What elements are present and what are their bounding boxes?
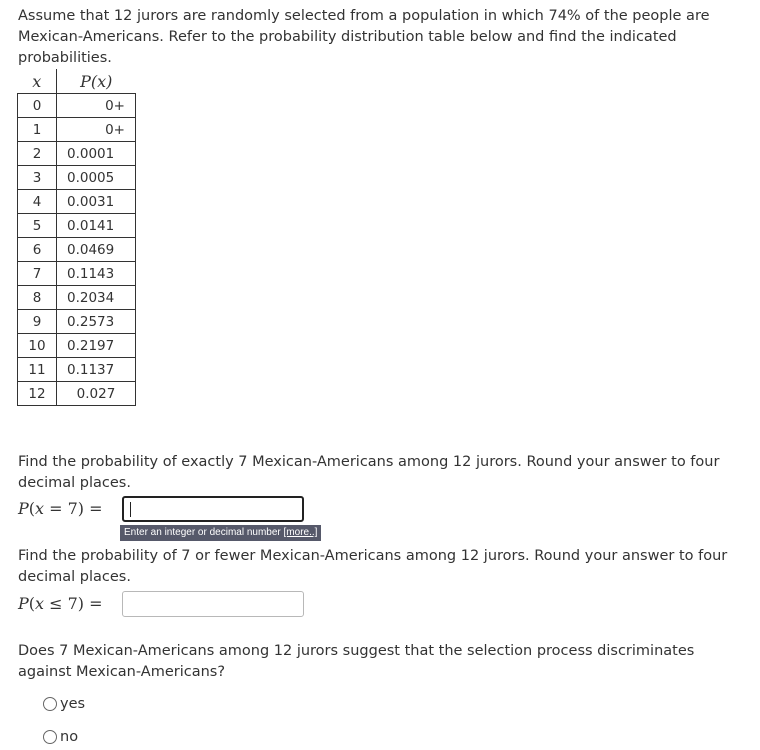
probability-cell: 0.0469 <box>57 238 136 262</box>
table-header-row <box>18 69 136 94</box>
probability-cell: 0.0141 <box>57 214 136 238</box>
x-value-cell: 8 <box>18 286 57 310</box>
table-row <box>18 310 136 334</box>
more-link[interactable]: [more..] <box>283 527 318 538</box>
probability-cell: 0.1137 <box>57 358 136 382</box>
table-row <box>18 142 136 166</box>
option-yes-label: yes <box>60 696 86 712</box>
problem-intro: Assume that 12 jurors are randomly selected from a population in which 74% of the people are Mexican-Americans. Refer to the probability distribution table below and find the indicated probabilities. <box>18 8 710 66</box>
input-hint-tooltip: Enter an integer or decimal number [more..] <box>120 525 321 541</box>
x-value-cell: 7 <box>18 262 57 286</box>
radio-button-no[interactable] <box>43 730 57 744</box>
probability-cell: 0.2197 <box>57 334 136 358</box>
option-yes[interactable] <box>43 693 85 715</box>
table-row <box>18 190 136 214</box>
table-row <box>18 286 136 310</box>
question-1-text: Find the probability of exactly 7 Mexican-Americans among 12 jurors. Round your answer to four decimal places. <box>18 454 720 491</box>
table-row <box>18 334 136 358</box>
x-value-cell: 1 <box>18 118 57 142</box>
question-3-text: Does 7 Mexican-Americans among 12 jurors suggest that the selection process discriminates against Mexican-Americans? <box>18 643 695 680</box>
probability-distribution-table <box>17 69 136 406</box>
probability-cell: 0.2573 <box>57 310 136 334</box>
x-value-cell: 10 <box>18 334 57 358</box>
option-no[interactable] <box>43 726 78 748</box>
x-value-cell: 3 <box>18 166 57 190</box>
answer-input-exactly-7[interactable] <box>122 496 304 522</box>
x-value-cell: 2 <box>18 142 57 166</box>
table-row <box>18 94 136 118</box>
probability-cell: 0.1143 <box>57 262 136 286</box>
x-value-cell: 12 <box>18 382 57 406</box>
header-px: P(x) <box>57 69 136 94</box>
table-row <box>18 382 136 406</box>
option-no-label: no <box>60 729 79 745</box>
table-row <box>18 166 136 190</box>
table-row <box>18 262 136 286</box>
probability-cell: 0.027 <box>57 382 136 406</box>
x-value-cell: 0 <box>18 94 57 118</box>
question-2-label: P(x ≤ 7) = <box>18 594 103 613</box>
x-value-cell: 11 <box>18 358 57 382</box>
probability-cell: 0.2034 <box>57 286 136 310</box>
probability-cell: 0.0005 <box>57 166 136 190</box>
text-caret <box>130 502 131 517</box>
question-1-label: P(x = 7) = <box>18 499 103 518</box>
probability-cell: 0.0001 <box>57 142 136 166</box>
header-x: x <box>18 69 57 94</box>
question-2-text: Find the probability of 7 or fewer Mexican-Americans among 12 jurors. Round your answer to four decimal places. <box>18 548 728 585</box>
table-row <box>18 214 136 238</box>
x-value-cell: 6 <box>18 238 57 262</box>
table-row <box>18 238 136 262</box>
x-value-cell: 9 <box>18 310 57 334</box>
x-value-cell: 4 <box>18 190 57 214</box>
radio-button-yes[interactable] <box>43 697 57 711</box>
probability-cell: 0.0031 <box>57 190 136 214</box>
probability-cell: 0+ <box>57 118 136 142</box>
answer-input-7-or-fewer[interactable] <box>122 591 304 617</box>
x-value-cell: 5 <box>18 214 57 238</box>
probability-cell: 0+ <box>57 94 136 118</box>
table-row <box>18 118 136 142</box>
table-row <box>18 358 136 382</box>
